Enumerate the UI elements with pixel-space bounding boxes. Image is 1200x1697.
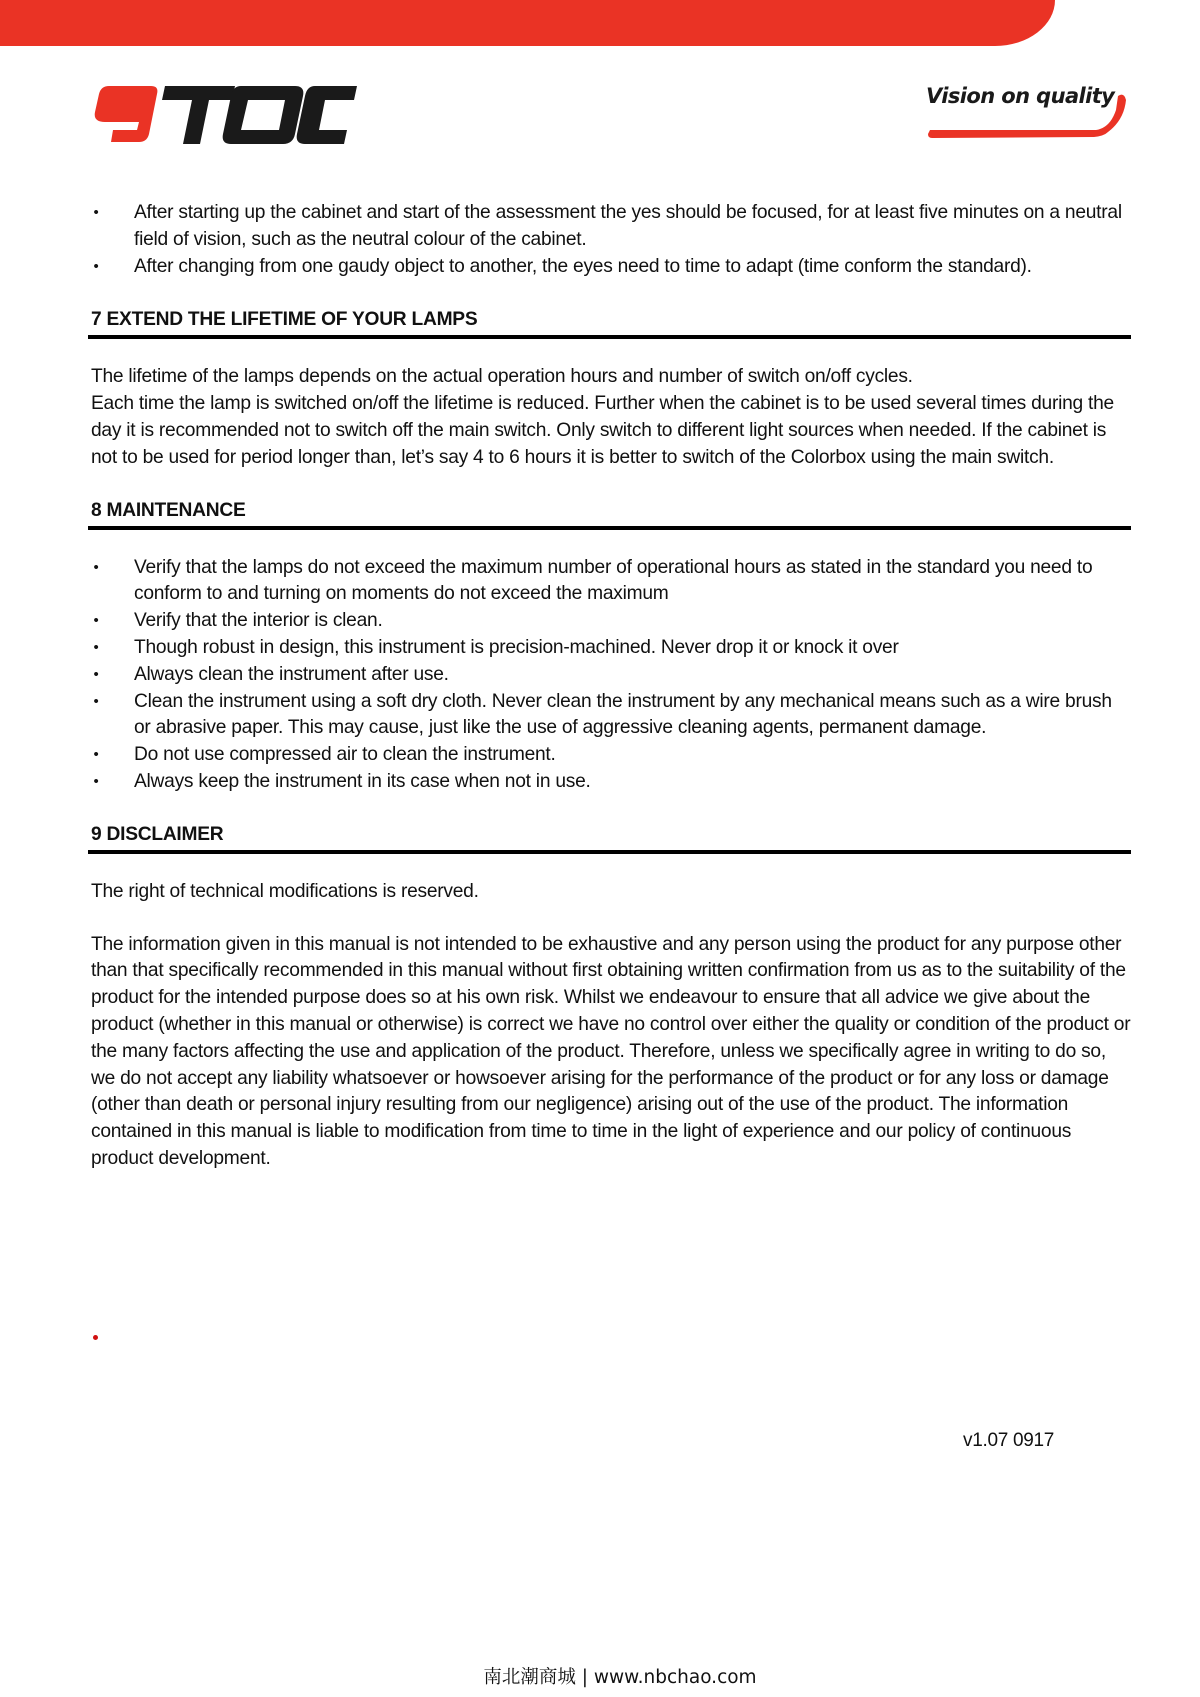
bullet-icon: • <box>93 558 99 576</box>
section-heading-maintenance: 8 MAINTENANCE <box>88 498 1131 530</box>
list-item-text: Verify that the lamps do not exceed the maximum number of operational hours as stated in the standard you need to conform to and turning on moments do not exceed the maximum <box>134 556 1093 605</box>
bullet-icon: • <box>93 772 99 790</box>
tqc-logo <box>85 84 357 146</box>
list-item-text: After starting up the cabinet and start of the assessment the yes should be focused, for at least five minutes on a neutral field of vision, such as the neutral colour of the cabinet. <box>134 202 1122 250</box>
list-item <box>91 254 1131 281</box>
lamps-paragraph-1: The lifetime of the lamps depends on the actual operation hours and number of switch on/off cycles. <box>91 366 913 388</box>
maintenance-bullet-list <box>91 555 1131 796</box>
list-item <box>91 608 1131 635</box>
tagline-text: Vision on quality <box>926 84 1115 108</box>
list-item <box>91 200 1131 254</box>
footer-watermark: 南北潮商城 | www.nbchao.com <box>483 1667 757 1688</box>
list-item-text: Always keep the instrument in its case when not in use. <box>134 770 591 792</box>
list-item-text: After changing from one gaudy object to another, the eyes need to time to adapt (time conform the standard). <box>134 255 1032 277</box>
logo-letter-c <box>297 86 357 144</box>
logo-letter-q <box>223 86 304 144</box>
list-item-text: Verify that the interior is clean. <box>134 610 383 632</box>
logo-red-mark <box>95 86 158 142</box>
intro-bullet-list <box>91 200 1131 280</box>
tagline-badge <box>918 80 1133 148</box>
disclaimer-paragraph-1: The right of technical modifications is reserved. <box>91 880 479 902</box>
section-heading-lamps: 7 EXTEND THE LIFETIME OF YOUR LAMPS <box>88 307 1131 339</box>
list-item <box>91 689 1131 743</box>
lamps-paragraph-2: Each time the lamp is switched on/off the lifetime is reduced. Further when the cabinet is to be used several times during the day it is recommended not to switch off the main switch. Only switch to different light sources when needed. If the cabinet is not to be used for period longer than, let’s say 4 to 6 hours it is better to switch of the Colorbox using the main switch. <box>91 393 1114 468</box>
list-item-text: Do not use compressed air to clean the instrument. <box>134 744 556 766</box>
list-item <box>91 769 1131 796</box>
document-version: v1.07 0917 <box>963 1430 1055 1451</box>
list-item-text: Though robust in design, this instrument is precision-machined. Never drop it or knock it over <box>134 636 899 658</box>
bullet-icon: • <box>93 612 99 630</box>
list-item <box>91 635 1131 662</box>
bullet-icon: • <box>93 746 99 764</box>
list-item-text: Clean the instrument using a soft dry cloth. Never clean the instrument by any mechanical means such as a wire brush or abrasive paper. This may cause, just like the use of aggressive cleaning agents, permanent damage. <box>134 690 1112 739</box>
header-red-band <box>0 0 1055 46</box>
disclaimer-paragraph-2: The information given in this manual is not intended to be exhaustive and any person using the product for any purpose other than that specifically recommended in this manual without first obtaining written confirmation from us as to the suitability of the product for the intended purpose does so at his own risk. Whilst we endeavour to ensure that all advice we give about the product (whether in this manual or otherwise) is correct we have no control over either the quality or condition of the product or the many factors affecting the use and application of the product. Therefore, unless we specifically agree in writing to do so, we do not accept any liability whatsoever or howsoever arising for the performance of the product or for any loss or damage (other than death or personal injury resulting from our negligence) arising out of the use of the product. The information contained in this manual is liable to modification from time to time in the light of experience and our policy of continuous product development. <box>91 933 1131 1169</box>
bullet-icon: • <box>93 665 99 683</box>
list-item <box>91 555 1131 609</box>
document-body <box>91 200 1131 1173</box>
bullet-icon: • <box>93 692 99 710</box>
bullet-icon: • <box>93 204 99 221</box>
bullet-icon: • <box>93 638 99 656</box>
list-item-text: Always clean the instrument after use. <box>134 663 449 685</box>
section-heading-disclaimer: 9 DISCLAIMER <box>88 822 1131 854</box>
bullet-icon: • <box>93 257 99 275</box>
list-item <box>91 662 1131 689</box>
list-item <box>91 742 1131 769</box>
red-bullet-mark <box>93 1335 98 1340</box>
